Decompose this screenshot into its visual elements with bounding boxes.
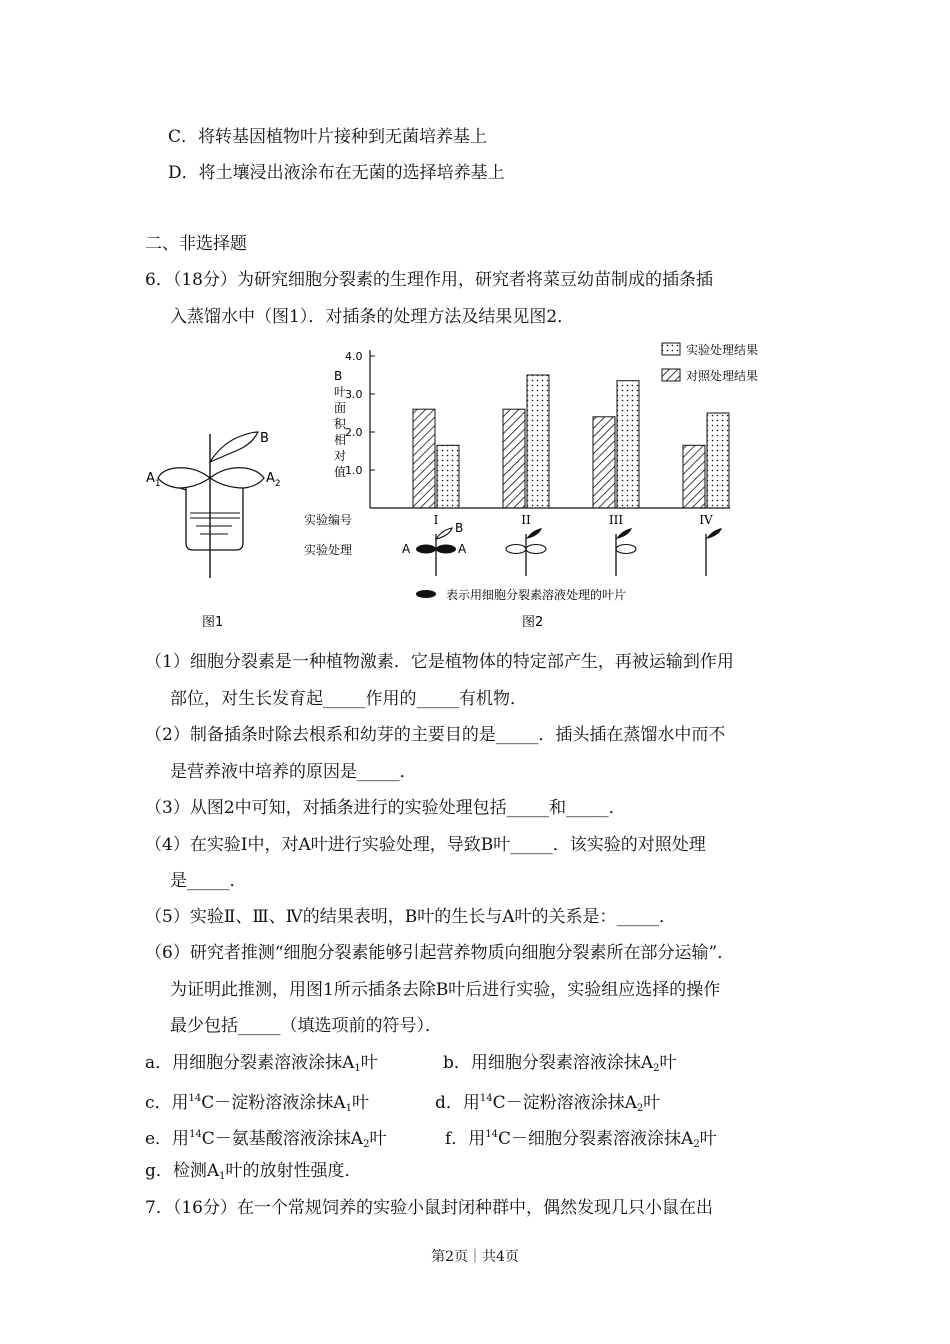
bar-control-III [593, 417, 615, 508]
leaf-a1-shape [158, 468, 210, 488]
y-tick-label: 3.0 [345, 388, 363, 401]
x-tick-label: I [433, 513, 439, 527]
q6-sub3: （3）从图2中可知，对插条进行的实验处理包括_____和_____． [145, 798, 626, 818]
treatment-diagram-II [506, 528, 546, 576]
q6-stem-line1: 6．（18分）为研究细胞分裂素的生理作用，研究者将菜豆幼苗制成的插条插 [145, 270, 713, 290]
q6-sub6-line2: 为证明此推测，用图1所示插条去除B叶后进行实验，实验组应选择的操作 [170, 980, 721, 1000]
figure-2-chart [304, 342, 758, 630]
treatment-diagram-IV [706, 528, 722, 576]
leaf-a2-shape [210, 468, 264, 488]
y-tick-label: 4.0 [345, 350, 363, 363]
q6-sub2-line2: 是营养液中培养的原因是_____． [170, 762, 417, 782]
treated-leaf-icon [416, 590, 436, 598]
figure-2-label: 图2 [522, 615, 544, 630]
row-label-treatment: 实验处理 [304, 543, 353, 557]
bar-experiment-IV [707, 413, 729, 508]
treatment-label-a-left: A [402, 542, 411, 556]
fig1-label-a2: $A_2$ [266, 471, 281, 489]
q6-option-f: f．用$^{14}$C－细胞分裂素溶液涂抹$A_2$叶 [445, 1129, 717, 1150]
q6-option-g: g．检测$A_1$叶的放射性强度． [145, 1161, 362, 1182]
row-label-experiment-number: 实验编号 [304, 513, 353, 527]
leaf-b-shape [210, 432, 258, 462]
q6-option-c: c．用$^{14}$C－淀粉溶液涂抹$A_1$叶 [145, 1093, 369, 1114]
bar-control-IV [683, 445, 705, 508]
beaker-shape [186, 488, 243, 550]
figure-1 [146, 431, 281, 630]
treatment-label-a-right: A [458, 542, 467, 556]
legend [662, 342, 758, 383]
fig1-label-b: B [260, 431, 269, 446]
page-footer: 第2页｜共4页 [431, 1249, 519, 1265]
x-tick-label: IV [699, 513, 713, 527]
bar-experiment-III [617, 381, 639, 508]
q6-sub6-line3: 最少包括_____（填选项前的符号）． [170, 1016, 442, 1036]
legend-control: 对照处理结果 [686, 369, 759, 383]
figure-1-and-2 [140, 338, 790, 638]
q6-stem-line2: 入蒸馏水中（图1）．对插条的处理方法及结果见图2． [170, 307, 575, 327]
q6-sub1-line2: 部位，对生长发育起_____作用的_____有机物． [170, 689, 527, 709]
treatment-label-b: B [455, 521, 464, 535]
q6-sub4-line2: 是_____． [170, 871, 247, 891]
x-tick-label: III [608, 513, 624, 527]
section-title: 二、非选择题 [145, 234, 247, 254]
q6-sub1-line1: （1）细胞分裂素是一种植物激素．它是植物体的特定部产生，再被运输到作用 [145, 652, 734, 672]
q6-sub6-line1: （6）研究者推测“细胞分裂素能够引起营养物质向细胞分裂素所在部分运输”． [145, 943, 735, 963]
x-tick-label: II [521, 513, 531, 527]
treatment-diagram-I [402, 521, 467, 576]
figure-1-label: 图1 [202, 615, 224, 630]
bar-experiment-II [527, 375, 549, 508]
y-tick-label: 1.0 [345, 464, 363, 477]
option-c: C．将转基因植物叶片接种到无菌培养基上 [168, 127, 488, 147]
bar-control-II [503, 409, 525, 508]
q7-stem-line1: 7．（16分）在一个常规饲养的实验小鼠封闭种群中，偶然发现几只小鼠在出 [145, 1198, 713, 1218]
bar-experiment-I [437, 445, 459, 508]
y-tick-label: 2.0 [345, 426, 363, 439]
q6-option-e: e．用$^{14}$C－氨基酸溶液涂抹$A_2$叶 [145, 1129, 387, 1150]
q6-sub2-line1: （2）制备插条时除去根系和幼芽的主要目的是_____．插头插在蒸馏水中而不 [145, 725, 726, 745]
footnote [416, 587, 626, 602]
y-axis-label: B 叶 面 积 相 对 值 [334, 369, 347, 479]
legend-experiment: 实验处理结果 [686, 343, 759, 357]
option-d: D．将土壤浸出液涂布在无菌的选择培养基上 [168, 163, 505, 183]
footnote-text: 表示用细胞分裂素溶液处理的叶片 [446, 588, 627, 602]
fig1-label-a1: $A_1$ [146, 471, 161, 489]
bar-control-I [413, 409, 435, 508]
q6-option-a: a．用细胞分裂素溶液涂抹$A_1$叶 [145, 1053, 378, 1074]
treatment-diagram-III [616, 528, 636, 576]
q6-option-d: d．用$^{14}$C－淀粉溶液涂抹$A_2$叶 [435, 1093, 661, 1114]
q6-sub4-line1: （4）在实验Ⅰ中，对A叶进行实验处理，导致B叶_____．该实验的对照处理 [145, 835, 706, 855]
q6-option-b: b．用细胞分裂素溶液涂抹$A_2$叶 [443, 1053, 677, 1074]
q6-sub5: （5）实验Ⅱ、Ⅲ、Ⅳ的结果表明，B叶的生长与A叶的关系是：_____． [145, 907, 677, 927]
